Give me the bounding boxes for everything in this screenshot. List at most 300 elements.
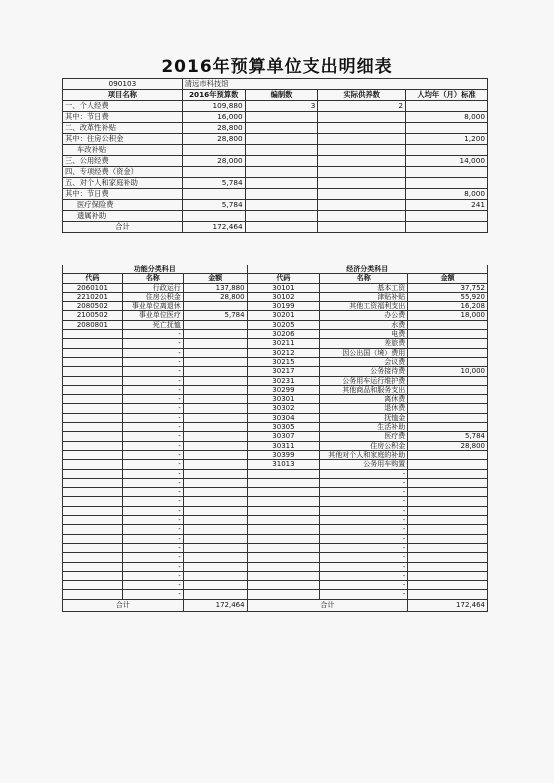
table-row (63, 450, 488, 459)
table-row (63, 395, 488, 404)
summary-actual (318, 167, 406, 178)
func-code: 2060101 (63, 283, 123, 292)
func-amount (183, 469, 247, 478)
econ-header-name: 名称 (320, 274, 408, 283)
econ-code (247, 516, 320, 525)
summary-row (63, 145, 488, 156)
econ-amount (408, 497, 488, 506)
econ-name: - (320, 553, 408, 562)
econ-name: 其他工资福利支出 (320, 302, 408, 311)
econ-code: 30311 (247, 441, 320, 450)
summary-staff (245, 156, 318, 167)
table-row (63, 590, 488, 599)
econ-amount: 28,800 (408, 441, 488, 450)
econ-total-label: 合计 (247, 599, 408, 611)
summary-row (63, 134, 488, 145)
summary-item-name: 医疗保险费 (63, 200, 183, 211)
econ-name: 公务接待费 (320, 367, 408, 376)
func-code (63, 330, 123, 339)
table-row (63, 516, 488, 525)
summary-item-name: 三、公用经费 (63, 156, 183, 167)
func-amount (183, 357, 247, 366)
func-header-name: 名称 (122, 274, 183, 283)
summary-actual (318, 112, 406, 123)
econ-amount (408, 488, 488, 497)
header-budget: 2016年预算数 (182, 90, 245, 101)
econ-name: 公务用车运行维护费 (320, 376, 408, 385)
econ-amount (408, 357, 488, 366)
func-name: - (122, 330, 183, 339)
func-code (63, 339, 123, 348)
func-amount (183, 590, 247, 599)
func-amount (183, 330, 247, 339)
table-row (63, 441, 488, 450)
econ-code: 30211 (247, 339, 320, 348)
table-row (63, 302, 488, 311)
func-name: - (122, 571, 183, 580)
func-code (63, 376, 123, 385)
econ-name: 会议费 (320, 357, 408, 366)
summary-per-capita: 8,000 (406, 189, 488, 200)
func-amount (183, 553, 247, 562)
func-section-title: 功能分类科目 (63, 265, 248, 274)
summary-budget (182, 189, 245, 200)
unit-name: 清远市科技馆 (182, 79, 487, 90)
summary-row (63, 123, 488, 134)
func-amount (183, 450, 247, 459)
func-name: - (122, 488, 183, 497)
func-name: - (122, 423, 183, 432)
table-row (63, 283, 488, 292)
summary-budget: 172,464 (182, 222, 245, 233)
summary-per-capita (406, 101, 488, 112)
func-amount (183, 320, 247, 329)
summary-budget (182, 211, 245, 222)
func-name: 事业单位离退休 (122, 302, 183, 311)
func-amount (183, 562, 247, 571)
summary-budget (182, 167, 245, 178)
summary-actual (318, 123, 406, 134)
summary-actual (318, 134, 406, 145)
func-code (63, 460, 123, 469)
summary-staff (245, 189, 318, 200)
func-code (63, 516, 123, 525)
econ-code: 30201 (247, 311, 320, 320)
table-row (63, 460, 488, 469)
detail-total-row (63, 599, 488, 611)
table-row (63, 385, 488, 394)
summary-row (63, 101, 488, 112)
func-amount (183, 423, 247, 432)
econ-name: 生活补助 (320, 423, 408, 432)
func-amount (183, 516, 247, 525)
table-row (63, 413, 488, 422)
summary-actual (318, 222, 406, 233)
func-code: 2080502 (63, 302, 123, 311)
summary-per-capita (406, 211, 488, 222)
summary-row (63, 211, 488, 222)
summary-per-capita (406, 222, 488, 233)
econ-name: 其他对个人和家庭的补助 (320, 450, 408, 459)
summary-actual (318, 178, 406, 189)
summary-item-name: 一、个人经费 (63, 101, 183, 112)
header-item: 项目名称 (63, 90, 183, 101)
func-amount (183, 432, 247, 441)
func-name: - (122, 395, 183, 404)
func-name: - (122, 441, 183, 450)
econ-amount (408, 534, 488, 543)
econ-code: 30215 (247, 357, 320, 366)
func-code (63, 534, 123, 543)
summary-budget: 5,784 (182, 178, 245, 189)
econ-amount (408, 339, 488, 348)
econ-code: 30301 (247, 395, 320, 404)
summary-per-capita (406, 178, 488, 189)
econ-amount (408, 506, 488, 515)
summary-actual: 2 (318, 101, 406, 112)
summary-row (63, 189, 488, 200)
func-name: 事业单位医疗 (122, 311, 183, 320)
econ-code (247, 525, 320, 534)
econ-code: 30302 (247, 404, 320, 413)
summary-actual (318, 145, 406, 156)
econ-amount (408, 320, 488, 329)
table-row (63, 320, 488, 329)
func-name: - (122, 562, 183, 571)
table-row (63, 478, 488, 487)
econ-amount (408, 413, 488, 422)
summary-staff (245, 134, 318, 145)
func-code (63, 385, 123, 394)
econ-amount (408, 590, 488, 599)
econ-name: - (320, 590, 408, 599)
econ-name: - (320, 562, 408, 571)
func-amount (183, 376, 247, 385)
econ-name: 办公费 (320, 311, 408, 320)
summary-per-capita: 241 (406, 200, 488, 211)
econ-name: - (320, 571, 408, 580)
econ-name: - (320, 534, 408, 543)
table-row (63, 488, 488, 497)
econ-code (247, 543, 320, 552)
econ-code: 30205 (247, 320, 320, 329)
econ-name: 离休费 (320, 395, 408, 404)
func-code (63, 543, 123, 552)
summary-item-name: 其中：住房公积金 (63, 134, 183, 145)
summary-item-name: 二、改革性补贴 (63, 123, 183, 134)
summary-actual (318, 156, 406, 167)
table-row (63, 506, 488, 515)
summary-staff (245, 200, 318, 211)
func-code (63, 423, 123, 432)
func-amount (183, 385, 247, 394)
func-amount (183, 488, 247, 497)
econ-code (247, 571, 320, 580)
econ-code (247, 478, 320, 487)
detail-header-row (63, 274, 488, 283)
summary-row (63, 178, 488, 189)
func-amount (183, 497, 247, 506)
func-amount (183, 413, 247, 422)
summary-per-capita (406, 123, 488, 134)
econ-amount (408, 460, 488, 469)
econ-amount (408, 553, 488, 562)
table-row (63, 330, 488, 339)
table-row (63, 534, 488, 543)
econ-amount (408, 385, 488, 394)
func-name: - (122, 581, 183, 590)
table-row (63, 376, 488, 385)
econ-code: 30399 (247, 450, 320, 459)
func-code (63, 413, 123, 422)
func-code (63, 404, 123, 413)
econ-header-amount: 金额 (408, 274, 488, 283)
func-code (63, 581, 123, 590)
table-row (63, 357, 488, 366)
econ-code: 30212 (247, 348, 320, 357)
unit-code: 090103 (63, 79, 183, 90)
func-amount (183, 404, 247, 413)
econ-code: 30102 (247, 292, 320, 301)
func-name: - (122, 450, 183, 459)
func-name: - (122, 432, 183, 441)
econ-amount (408, 525, 488, 534)
econ-name: 津贴补贴 (320, 292, 408, 301)
func-name: - (122, 543, 183, 552)
page-title: 2016年预算单位支出明细表 (161, 57, 393, 77)
func-amount (183, 525, 247, 534)
econ-code: 31013 (247, 460, 320, 469)
econ-amount: 18,000 (408, 311, 488, 320)
econ-amount: 10,000 (408, 367, 488, 376)
func-code (63, 478, 123, 487)
econ-amount: 5,784 (408, 432, 488, 441)
summary-item-name: 五、对个人和家庭补助 (63, 178, 183, 189)
func-name: - (122, 478, 183, 487)
func-code (63, 432, 123, 441)
econ-code: 30199 (247, 302, 320, 311)
func-amount (183, 478, 247, 487)
econ-name: 公务用车购置 (320, 460, 408, 469)
econ-code: 30304 (247, 413, 320, 422)
table-row (63, 543, 488, 552)
econ-code (247, 581, 320, 590)
summary-per-capita: 1,200 (406, 134, 488, 145)
func-name: - (122, 413, 183, 422)
func-code (63, 357, 123, 366)
econ-name: 水费 (320, 320, 408, 329)
func-amount (183, 460, 247, 469)
econ-name: - (320, 525, 408, 534)
econ-code (247, 534, 320, 543)
econ-code (247, 506, 320, 515)
func-name: 死亡抚恤 (122, 320, 183, 329)
func-name: 行政运行 (122, 283, 183, 292)
func-code (63, 553, 123, 562)
table-row (63, 525, 488, 534)
func-code (63, 497, 123, 506)
func-amount (183, 339, 247, 348)
detail-body (63, 283, 488, 599)
func-name: - (122, 385, 183, 394)
summary-actual (318, 200, 406, 211)
func-name: - (122, 516, 183, 525)
econ-name: - (320, 497, 408, 506)
func-header-amount: 金额 (183, 274, 247, 283)
func-amount (183, 367, 247, 376)
econ-name: - (320, 506, 408, 515)
func-total-label: 合计 (63, 599, 184, 611)
econ-name: 抚恤金 (320, 413, 408, 422)
summary-item-name: 四、专项经费（资金） (63, 167, 183, 178)
econ-code (247, 562, 320, 571)
econ-name: - (320, 543, 408, 552)
summary-budget: 28,800 (182, 123, 245, 134)
econ-name: - (320, 581, 408, 590)
summary-item-name: 遗属补助 (63, 211, 183, 222)
detail-table (62, 265, 488, 612)
table-row (63, 423, 488, 432)
section-title-row (63, 265, 488, 274)
econ-name: 电费 (320, 330, 408, 339)
func-amount (183, 571, 247, 580)
summary-row (63, 156, 488, 167)
func-name: - (122, 469, 183, 478)
econ-amount: 16,208 (408, 302, 488, 311)
summary-item-name: 其中：节日费 (63, 112, 183, 123)
func-header-code: 代码 (63, 274, 123, 283)
table-row (63, 367, 488, 376)
econ-amount (408, 404, 488, 413)
func-name: - (122, 553, 183, 562)
summary-budget: 16,000 (182, 112, 245, 123)
table-row (63, 311, 488, 320)
summary-staff (245, 112, 318, 123)
econ-code: 30299 (247, 385, 320, 394)
func-code (63, 506, 123, 515)
header-actual: 实际供养数 (318, 90, 406, 101)
func-amount (183, 506, 247, 515)
table-row (63, 497, 488, 506)
summary-item-name: 合计 (63, 222, 183, 233)
econ-amount (408, 376, 488, 385)
func-amount: 137,880 (183, 283, 247, 292)
func-code (63, 367, 123, 376)
summary-budget: 28,800 (182, 134, 245, 145)
econ-code: 30206 (247, 330, 320, 339)
table-row (63, 571, 488, 580)
econ-name: 退休费 (320, 404, 408, 413)
summary-per-capita: 14,000 (406, 156, 488, 167)
table-row (63, 562, 488, 571)
summary-row (63, 167, 488, 178)
summary-header-row (63, 90, 488, 101)
summary-staff (245, 211, 318, 222)
econ-amount: 55,920 (408, 292, 488, 301)
func-name: - (122, 367, 183, 376)
header-per-capita: 人均年（月）标准 (406, 90, 488, 101)
econ-code (247, 497, 320, 506)
econ-code: 30101 (247, 283, 320, 292)
func-name: - (122, 506, 183, 515)
econ-amount (408, 395, 488, 404)
func-code (63, 395, 123, 404)
summary-per-capita (406, 167, 488, 178)
econ-code (247, 590, 320, 599)
econ-code (247, 553, 320, 562)
func-code: 2100502 (63, 311, 123, 320)
econ-name: - (320, 488, 408, 497)
func-amount (183, 534, 247, 543)
func-code (63, 571, 123, 580)
econ-code: 30307 (247, 432, 320, 441)
summary-item-name: 其中：节日费 (63, 189, 183, 200)
econ-amount (408, 581, 488, 590)
econ-name: 其他商品和服务支出 (320, 385, 408, 394)
summary-staff (245, 167, 318, 178)
func-amount (183, 581, 247, 590)
func-name: - (122, 460, 183, 469)
func-amount: 28,800 (183, 292, 247, 301)
econ-section-title: 经济分类科目 (247, 265, 487, 274)
summary-budget: 28,000 (182, 156, 245, 167)
econ-name: 住房公积金 (320, 441, 408, 450)
econ-amount: 37,752 (408, 283, 488, 292)
func-code (63, 562, 123, 571)
func-name: - (122, 497, 183, 506)
summary-row (63, 222, 488, 233)
econ-amount (408, 478, 488, 487)
func-amount: 5,784 (183, 311, 247, 320)
econ-code (247, 469, 320, 478)
econ-name: - (320, 469, 408, 478)
summary-staff (245, 178, 318, 189)
func-amount (183, 395, 247, 404)
func-name: - (122, 376, 183, 385)
func-name: - (122, 525, 183, 534)
summary-row (63, 200, 488, 211)
func-name: - (122, 590, 183, 599)
table-row (63, 553, 488, 562)
func-code (63, 590, 123, 599)
summary-staff (245, 145, 318, 156)
func-total-amount: 172,464 (183, 599, 247, 611)
summary-body (63, 101, 488, 233)
func-code (63, 348, 123, 357)
econ-amount (408, 348, 488, 357)
summary-staff (245, 123, 318, 134)
func-code: 2210201 (63, 292, 123, 301)
func-amount (183, 302, 247, 311)
econ-amount (408, 516, 488, 525)
econ-amount (408, 450, 488, 459)
summary-table (62, 78, 488, 233)
table-row (63, 581, 488, 590)
econ-amount (408, 423, 488, 432)
econ-total-amount: 172,464 (408, 599, 488, 611)
summary-actual (318, 211, 406, 222)
table-row (63, 292, 488, 301)
econ-name: 基本工资 (320, 283, 408, 292)
func-name: - (122, 348, 183, 357)
econ-code: 30231 (247, 376, 320, 385)
econ-amount (408, 543, 488, 552)
summary-per-capita: 8,000 (406, 112, 488, 123)
func-code (63, 450, 123, 459)
table-row (63, 469, 488, 478)
econ-header-code: 代码 (247, 274, 320, 283)
summary-item-name: 车改补贴 (63, 145, 183, 156)
